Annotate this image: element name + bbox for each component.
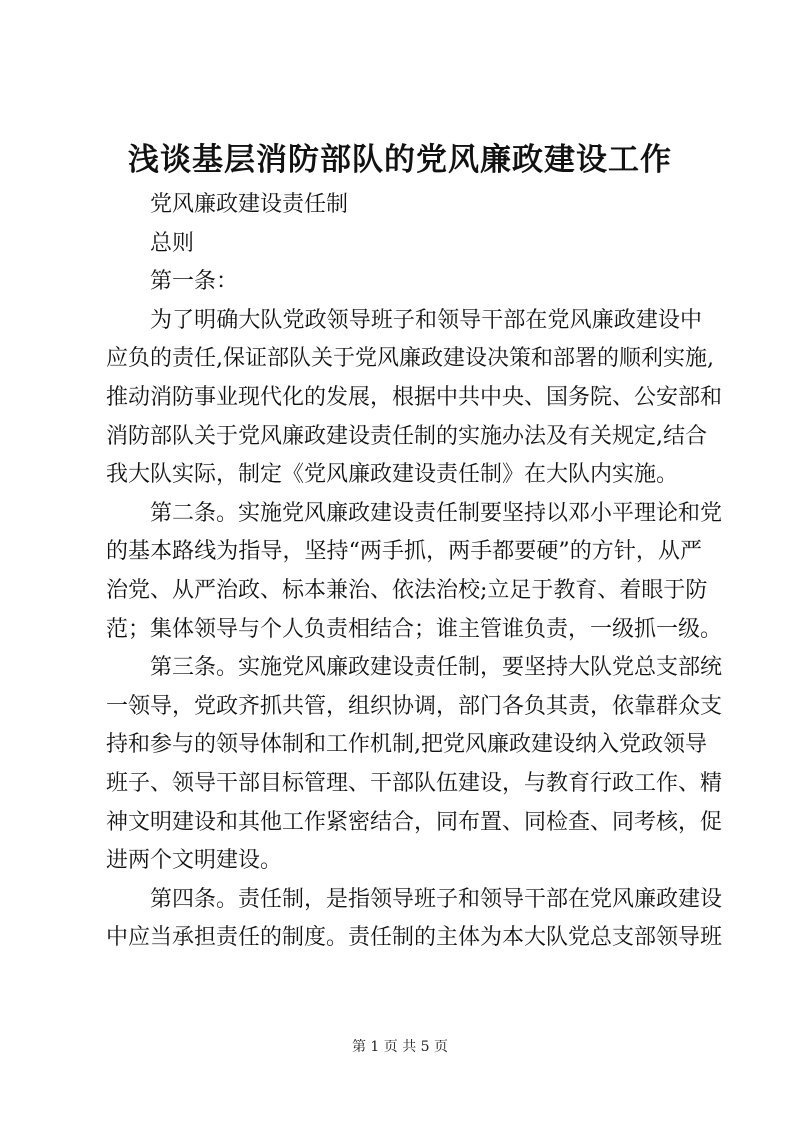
paragraph-line: 班子、领导干部目标管理、干部队伍建设，与教育行政工作、精 xyxy=(106,770,723,796)
paragraph-line: 神文明建设和其他工作紧密结合，同布置、同检查、同考核，促 xyxy=(106,809,723,835)
section-subheading: 总则 xyxy=(150,230,195,256)
page-footer: 第 1 页 共 5 页 xyxy=(351,1039,449,1055)
paragraph-line: 的基本路线为指导，坚持“两手抓，两手都要硬”的方针，从严 xyxy=(106,539,702,565)
paragraph-line: 第二条。实施党风廉政建设责任制要坚持以邓小平理论和党 xyxy=(150,500,723,526)
article-heading: 第一条： xyxy=(150,269,239,295)
paragraph-line: 中应当承担责任的制度。责任制的主体为本大队党总支部领导班 xyxy=(106,925,723,951)
paragraph-line: 第三条。实施党风廉政建设责任制，要坚持大队党总支部统 xyxy=(150,655,723,681)
paragraph-line: 应负的责任,保证部队关于党风廉政建设决策和部署的顺利实施, xyxy=(106,346,714,372)
paragraph-line: 为了明确大队党政领导班子和领导干部在党风廉政建设中 xyxy=(150,307,702,333)
paragraph-line: 消防部队关于党风廉政建设责任制的实施办法及有关规定,结合 xyxy=(106,423,707,449)
document-title: 浅谈基层消防部队的党风廉政建设工作 xyxy=(128,142,672,178)
paragraph-line: 治党、从严治政、标本兼治、依法治校;立足于教育、着眼于防 xyxy=(106,577,708,603)
section-heading: 党风廉政建设责任制 xyxy=(150,192,349,217)
paragraph-line: 进两个文明建设。 xyxy=(106,848,283,874)
paragraph-line: 一领导，党政齐抓共管，组织协调，部门各负其责，依靠群众支 xyxy=(106,693,723,719)
paragraph-line: 推动消防事业现代化的发展，根据中共中央、国务院、公安部和 xyxy=(106,384,723,410)
document-body xyxy=(106,186,723,958)
paragraph-line: 我大队实际，制定《党风廉政建设责任制》在大队内实施。 xyxy=(106,462,679,488)
paragraph-line: 第四条。责任制，是指领导班子和领导干部在党风廉政建设 xyxy=(150,886,723,912)
paragraph-line: 范；集体领导与个人负责相结合；谁主管谁负责，一级抓一级。 xyxy=(106,616,723,642)
paragraph-line: 持和参与的领导体制和工作机制,把党风廉政建设纳入党政领导 xyxy=(106,732,707,758)
